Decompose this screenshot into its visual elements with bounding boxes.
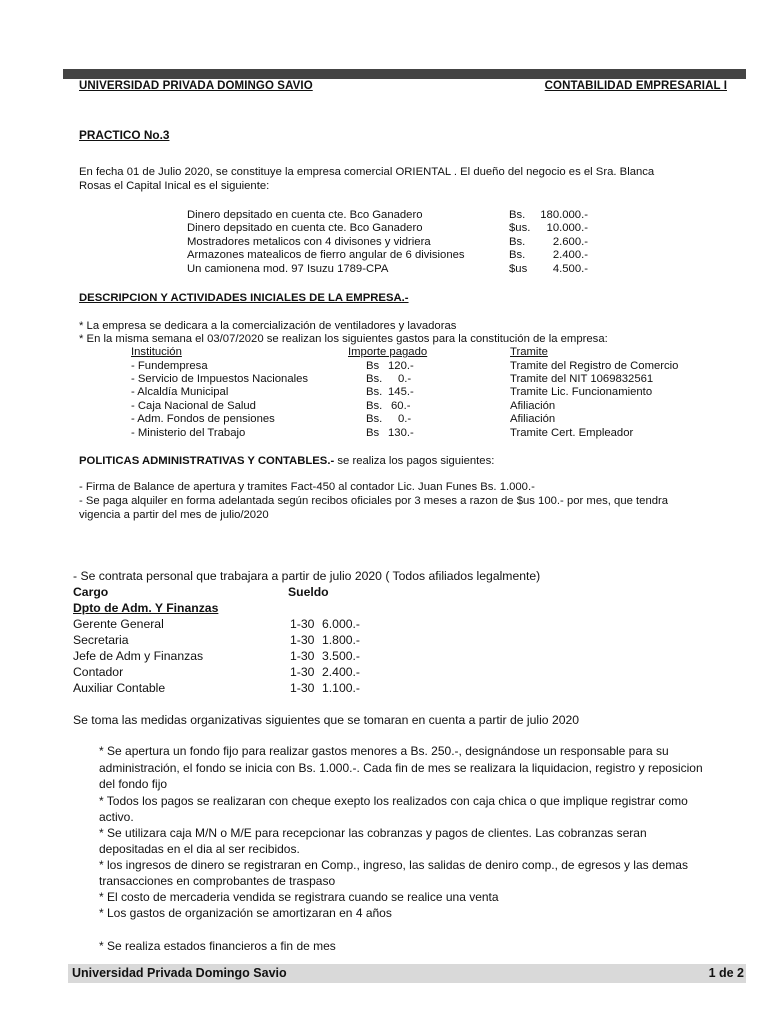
measure-line: * Los gastos de organización se amortizaran en 4 años <box>99 906 392 920</box>
header-university: UNIVERSIDAD PRIVADA DOMINGO SAVIO <box>79 80 313 92</box>
expense-amount: 145.- <box>388 386 414 398</box>
expense-amount: 60.- <box>391 400 411 412</box>
expense-institution: - Caja Nacional de Salud <box>131 400 256 412</box>
expense-amount: 0.- <box>398 413 412 425</box>
capital-desc: Un camionena mod. 97 Isuzu 1789-CPA <box>187 263 389 275</box>
intro-line-2: Rosas el Capital Inical es el siguiente: <box>79 180 270 192</box>
policies-title-bold: POLITICAS ADMINISTRATIVAS Y CONTABLES.- <box>79 455 335 467</box>
measure-line: * El costo de mercaderia vendida se registrara cuando se realice una venta <box>99 890 499 904</box>
salary-amount: 6.000.- <box>322 617 360 631</box>
description-line: * En la misma semana el 03/07/2020 se realizan los siguientes gastos para la constitución de la empresa: <box>79 333 608 345</box>
col-sueldo: Sueldo <box>288 585 329 599</box>
salary-cargo: Contador <box>73 665 124 679</box>
expense-procedure: Afiliación <box>510 400 556 412</box>
expense-currency: Bs <box>366 360 380 372</box>
capital-currency: $us. <box>509 222 531 234</box>
col-cargo: Cargo <box>73 585 109 599</box>
policy-line: vigencia a partir del mes de julio/2020 <box>79 509 269 521</box>
measure-line: administración, el fondo se inicia con Bs. 1.000.-. Cada fin de mes se realizara la liquidacion, registro y reposicion <box>99 761 703 775</box>
expense-procedure: Tramite Cert. Empleador <box>510 427 634 439</box>
measure-line: * los ingresos de dinero se registraran en Comp., ingreso, las salidas de deniro comp., de egresos y las demas <box>99 858 688 872</box>
measure-line: del fondo fijo <box>99 777 168 791</box>
salary-days: 1-30 <box>290 633 315 647</box>
expense-currency: Bs <box>366 427 380 439</box>
col-institution: Institución <box>131 346 182 358</box>
capital-currency: $us <box>509 263 528 275</box>
expense-institution: - Servicio de Impuestos Nacionales <box>131 373 309 385</box>
salary-amount: 1.800.- <box>322 633 360 647</box>
department-title: Dpto de Adm. Y Finanzas <box>73 601 219 615</box>
salary-days: 1-30 <box>290 665 315 679</box>
salary-days: 1-30 <box>290 649 315 663</box>
salary-cargo: Jefe de Adm y Finanzas <box>73 649 204 663</box>
measure-line: * Se apertura un fondo fijo para realizar gastos menores a Bs. 250.-, designándose un responsable para su <box>99 744 669 758</box>
measure-line: * Se utilizara caja M/N o M/E para recepcionar las cobranzas y pagos de clientes. Las cobranzas seran <box>99 826 647 840</box>
expense-amount: 130.- <box>388 427 414 439</box>
capital-amount: 2.600.- <box>552 236 588 248</box>
capital-desc: Mostradores metalicos con 4 divisones y vidriera <box>187 236 431 248</box>
capital-currency: Bs. <box>509 209 526 221</box>
expense-amount: 0.- <box>398 373 412 385</box>
page-title: PRACTICO No.3 <box>79 128 170 142</box>
section-policies-title <box>79 455 494 469</box>
capital-currency: Bs. <box>509 249 526 261</box>
salary-cargo: Gerente General <box>73 617 164 631</box>
policy-line: - Firma de Balance de apertura y tramites Fact-450 al contador Lic. Juan Funes Bs. 1.000.- <box>79 481 535 493</box>
measure-line: * Todos los pagos se realizaran con cheque exepto los realizados con caja chica o que implique registrar como <box>99 794 688 808</box>
expense-institution: - Fundempresa <box>131 360 208 372</box>
measure-line: depositadas en el dia al ser recibidos. <box>99 842 300 856</box>
policy-line: - Se paga alquiler en forma adelantada según recibos oficiales por 3 meses a razon de $us 100.- por mes, que tendra <box>79 495 669 507</box>
capital-amount: 4.500.- <box>552 263 588 275</box>
capital-amount: 10.000.- <box>546 222 588 234</box>
expense-procedure: Tramite del NIT 1069832561 <box>510 373 654 385</box>
header-bar <box>63 69 746 79</box>
salary-days: 1-30 <box>290 681 315 695</box>
header-course: CONTABILIDAD EMPRESARIAL I <box>544 80 727 92</box>
expense-currency: Bs. <box>366 400 383 412</box>
capital-amount: 2.400.- <box>552 249 588 261</box>
footer-university: Universidad Privada Domingo Savio <box>72 966 287 980</box>
expense-currency: Bs. <box>366 373 383 385</box>
salary-cargo: Auxiliar Contable <box>73 681 166 695</box>
measures-intro: Se toma las medidas organizativas siguientes que se tomaran en cuenta a partir de julio 2020 <box>73 713 580 727</box>
page-number: 1 de 2 <box>708 966 744 980</box>
capital-desc: Armazones matealicos de fierro angular de 6 divisiones <box>187 249 465 261</box>
personal-intro: - Se contrata personal que trabajara a partir de julio 2020 ( Todos afiliados legalmente) <box>73 569 541 583</box>
capital-desc: Dinero depsitado en cuenta cte. Bco Ganadero <box>187 209 423 221</box>
expense-procedure: Afiliación <box>510 413 556 425</box>
policies-title-rest: se realiza los pagos siguientes: <box>334 455 495 467</box>
section-description-title: DESCRIPCION Y ACTIVIDADES INICIALES DE LA EMPRESA.- <box>79 292 409 304</box>
salary-amount: 2.400.- <box>322 665 360 679</box>
capital-amount: 180.000.- <box>540 209 588 221</box>
capital-desc: Dinero depsitado en cuenta cte. Bco Ganadero <box>187 222 423 234</box>
expense-procedure: Tramite Lic. Funcionamiento <box>510 386 653 398</box>
expense-institution: - Alcaldía Municipal <box>131 386 229 398</box>
expense-institution: - Ministerio del Trabajo <box>131 427 246 439</box>
measure-line: transacciones en comprobantes de traspaso <box>99 874 336 888</box>
salary-cargo: Secretaria <box>73 633 129 647</box>
expense-procedure: Tramite del Registro de Comercio <box>510 360 679 372</box>
description-line: * La empresa se dedicara a la comercialización de ventiladores y lavadoras <box>79 320 457 332</box>
expense-amount: 120.- <box>388 360 414 372</box>
intro-line-1: En fecha 01 de Julio 2020, se constituye la empresa comercial ORIENTAL . El dueño del negocio es el Sra. Blanca <box>79 166 655 178</box>
measure-line: activo. <box>99 810 134 824</box>
salary-amount: 1.100.- <box>322 681 360 695</box>
measure-line-last: * Se realiza estados financieros a fin de mes <box>99 939 336 953</box>
expense-currency: Bs. <box>366 386 383 398</box>
expense-currency: Bs. <box>366 413 383 425</box>
expense-institution: - Adm. Fondos de pensiones <box>131 413 275 425</box>
col-procedure: Tramite <box>510 346 548 358</box>
salary-amount: 3.500.- <box>322 649 360 663</box>
col-amount: Importe pagado <box>348 346 428 358</box>
salary-days: 1-30 <box>290 617 315 631</box>
capital-currency: Bs. <box>509 236 526 248</box>
